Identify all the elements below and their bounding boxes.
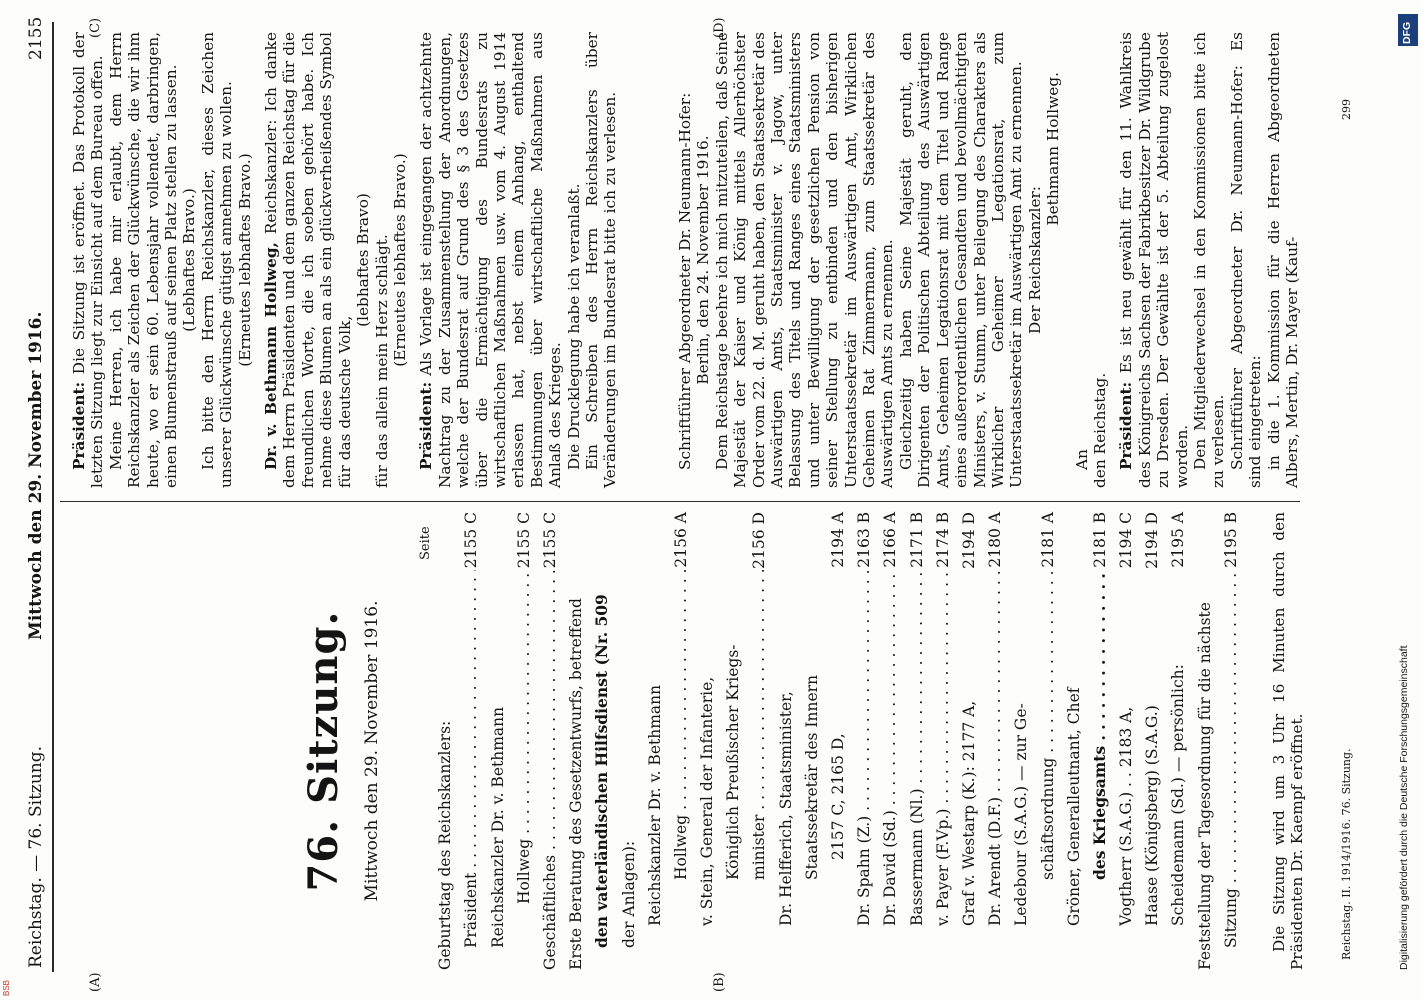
paragraph: (lebhaftes Bravo) bbox=[354, 193, 373, 327]
footer-right: 299 bbox=[1340, 99, 1353, 120]
running-head-left: Reichstag. — 76. Sitzung. bbox=[26, 745, 46, 968]
session-date: Mittwoch den 29. November 1916. bbox=[362, 600, 382, 902]
paragraph: (Erneutes lebhaftes Bravo.) bbox=[390, 153, 409, 367]
paragraph: Präsident: Die Sitzung ist eröffnet. Das Protokoll der letzten Sitzung liegt zur Einsicht auf dem Bureau offen. bbox=[70, 32, 107, 488]
paragraph: Schriftführer Abgeordneter Dr. Neumann-Hofer: bbox=[676, 92, 694, 470]
toc-row: Dr. Helfferich, Staatsminister, bbox=[776, 691, 795, 926]
toc-row: Haase (Königsberg) (S.A.G.) 2194 D bbox=[1143, 512, 1162, 926]
column-c bbox=[70, 32, 620, 488]
dfg-logo: DFG bbox=[1398, 14, 1418, 46]
session-title: 76. Sitzung. bbox=[300, 610, 347, 892]
paragraph: Der Reichskanzler: bbox=[1025, 186, 1044, 334]
column-divider bbox=[60, 501, 1300, 502]
paragraph: An bbox=[1072, 449, 1091, 470]
margin-mark-b: (B) bbox=[712, 972, 727, 992]
toc-row: 2157 C, 2165 D, 2194 A bbox=[829, 512, 847, 860]
paragraph: den Reichstag. bbox=[1090, 372, 1109, 488]
page-number: 2155 bbox=[26, 16, 46, 60]
paragraph: Berlin, den 24. November 1916. bbox=[694, 135, 713, 385]
table-of-contents bbox=[428, 512, 1240, 970]
toc-row: der Anlagen): bbox=[619, 840, 638, 948]
toc-row: Geschäftliches . . . 2155 C bbox=[533, 512, 559, 970]
seite-label: Seite bbox=[418, 526, 433, 560]
paragraph: (Erneutes lebhaftes Bravo.) bbox=[235, 153, 254, 367]
toc-row: des Kriegsamts . . . 2181 B bbox=[1083, 512, 1109, 970]
toc-row: Reichskanzler Dr. v. Bethmann bbox=[645, 684, 664, 926]
margin-mark-a: (A) bbox=[88, 972, 103, 992]
margin-mark-c: (C) bbox=[88, 17, 103, 38]
paragraph: Bethmann Hollweg. bbox=[1044, 72, 1063, 226]
toc-row: den vaterländischen Hilfsdienst (Nr. 509 bbox=[592, 594, 612, 948]
toc-row: minister . . . 2156 D bbox=[742, 512, 768, 970]
paragraph: (Lebhaftes Bravo.) bbox=[180, 188, 199, 332]
toc-row: v. Stein, General der Infanterie, bbox=[698, 676, 717, 926]
paragraph: für das allein mein Herz schlägt. bbox=[372, 234, 391, 488]
running-head-date: Mittwoch den 29. November 1916. bbox=[26, 311, 46, 640]
toc-row: Vogtherr (S.A.G.) . . 2183 A, 2194 C bbox=[1117, 512, 1136, 926]
toc-row: Präsident . . . 2155 C bbox=[454, 512, 480, 970]
toc-row: Reichskanzler Dr. v. Bethmann bbox=[488, 706, 507, 948]
paragraph: Gleichzeitig haben Seine Majestät geruht, den Dirigenten der Politischen Abteilung des Auswärtigen Amts, Geheimen Legationsrat mit dem Titel und Range eines außerordentlichen Gesandten und bevollmächtigten Ministers, v. Stumm, unter Beilegung des Charakters als Wirklicher Geheimer Legationsrat, zum Unterstaatssekretär im Auswärtigen Amt zu ernennen. bbox=[896, 32, 1026, 488]
toc-row: v. Payer (F.Vp.) . . . 2174 B bbox=[926, 512, 952, 970]
toc-row: Staatssekretär des Innern bbox=[802, 674, 821, 880]
toc-row: Hollweg . . . 2156 A bbox=[664, 512, 690, 970]
toc-row: Dr. Spahn (Z.) . . . 2163 B bbox=[847, 512, 873, 970]
paragraph: in die 1. Kommission für die Herren Abgeordneten Albers, Mertin, Dr. Mayer (Kauf- bbox=[1264, 32, 1301, 488]
paragraph: Die Drucklegung habe ich veranlaßt. bbox=[564, 183, 583, 470]
footer-left: Reichstag. II. 1914/1916. 76. Sitzung. bbox=[1340, 748, 1353, 960]
toc-row: Dr. Arendt (D.F.) . . . 2180 A bbox=[978, 512, 1004, 970]
toc-row: Königlich Preußischer Kriegs- bbox=[724, 644, 743, 880]
toc-row: Dr. David (Sd.) . . . 2166 A bbox=[873, 512, 899, 970]
toc-row: Erste Beratung des Gesetzentwurfs, betreffend bbox=[567, 598, 586, 970]
paragraph: Meine Herren, ich habe mir erlaubt, dem Herrn Reichskanzler als Zeichen der Glückwünsche, die wir ihm heute, wo er sein 60. Lebensjahr vollendet, darbringen, einen Blumenstrauß auf seinen Platz stellen zu lassen. bbox=[106, 32, 181, 488]
digitization-note: Digitalisierung gefördert durch die Deutsche Forschungsgemeinschaft bbox=[1398, 645, 1410, 970]
paragraph: Den Mitgliederwechsel in den Kommissionen bitte ich zu verlesen. bbox=[1190, 32, 1228, 488]
paragraph: Schriftführer Abgeordneter Dr. Neumann-Hofer: Es sind eingetreten: bbox=[1227, 32, 1265, 488]
paragraph: Dr. v. Bethmann Hollweg, Reichskanzler: Ich danke dem Herrn Präsidenten und dem ganzen Reichstag für die freundlichen Worte, die ich soeben gehört habe. Ich nehme diese Blumen an als ein glückverheißendes Symbol für das deutsche Volk, bbox=[262, 32, 354, 488]
paragraph: Präsident: Es ist neu gewählt für den 11. Wahlkreis des Königreichs Sachsen der Fabrikbesitzer Dr. Wildgrube zu Dresden. Der Gewählte ist der 5. Abteilung zugelost worden. bbox=[1117, 32, 1191, 488]
toc-row: Geburtstag des Reichskanzlers: bbox=[436, 720, 455, 970]
paragraph: Ein Schreiben des Herrn Reichskanzlers über Veränderungen im Bundesrat bitte ich zu verlesen. bbox=[582, 32, 620, 488]
paragraph: Präsident: Als Vorlage ist eingegangen der achtzehnte Nachtrag zu der Zusammenstellung der Anordnungen, welche der Bundesrat auf Grund des § 3 des Gesetzes über die Ermächtigung des Bundesrats zu wirtschaftlichen Maßnahmen usw. vom 4. August 1914 erlassen hat, nebst einem Anhang, enthaltend Bestimmungen über wirtschaftliche Maßnahmen aus Anlaß des Krieges. bbox=[417, 32, 565, 488]
toc-row: Graf v. Westarp (K.): 2177 A, 2194 D bbox=[959, 512, 978, 926]
column-d bbox=[676, 32, 1301, 488]
paragraph: Ich bitte den Herrn Reichskanzler, dieses Zeichen unserer Glückwünsche gütigst annehmen zu wollen. bbox=[198, 32, 236, 488]
header-rule bbox=[52, 22, 54, 972]
toc-row: schäftsordnung . . . 2181 A bbox=[1030, 512, 1056, 970]
toc-row: Feststellung der Tagesordnung für die nächste bbox=[1195, 602, 1214, 970]
toc-row: Bassermann (Nl.) . . . 2171 B bbox=[899, 512, 925, 970]
margin-mark-d: (D) bbox=[712, 17, 727, 38]
opening-line: Die Sitzung wird um 3 Uhr 16 Minuten durch den Präsidenten Dr. Kaempf eröffnet. bbox=[1270, 512, 1307, 970]
toc-row: Gröner, Generalleutnant, Chef bbox=[1064, 687, 1083, 926]
toc-row: Scheidemann (Sd.) — persönlich: 2195 A bbox=[1169, 512, 1188, 926]
bsb-mark: BSB bbox=[2, 979, 11, 996]
paragraph: Dem Reichstage beehre ich mich mitzuteilen, daß Seine Majestät der Kaiser und König mittels Allerhöchster Order vom 22. d. M. geruht haben, den Staatssekretär des Auswärtigen Amts, Staatsminister v. Jagow, unter Belassung des Titels und Ranges eines Staatsministers und unter Bewilligung der gesetzlichen Pension von seiner Stellung zu entbinden und den bisherigen Unterstaatssekretär im Auswärtigen Amt, Wirklichen Geheimen Rat Zimmermann, zum Staatssekretär des Auswärtigen Amts zu ernennen. bbox=[712, 32, 897, 488]
toc-row: Sitzung . . . 2195 B bbox=[1214, 512, 1240, 970]
toc-row: Ledebour (S.A.G.) — zur Ge- bbox=[1012, 703, 1031, 926]
toc-row: Hollweg . . . 2155 C bbox=[507, 512, 533, 970]
